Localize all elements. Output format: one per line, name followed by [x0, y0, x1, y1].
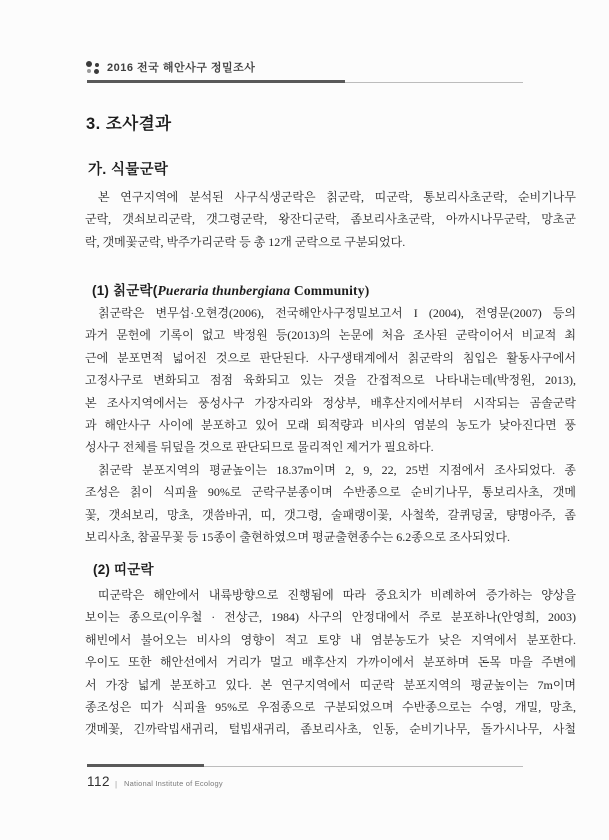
body-line: 성사구 전체를 뒤덮을 것으로 판단되므로 물리적인 제거가 필요하다.	[85, 440, 434, 455]
body-line: 조성은 칡이 식피율 90%로 군락구분종이며 수반종으로 순비기나무, 통보리사초, 갯메	[85, 485, 576, 500]
body-line: 우이도 또한 해안선에서 거리가 멀고 배후산지 가까이에서 분포하며 돈목 마을 주변에	[85, 655, 576, 670]
paragraph-kudzu-composition	[85, 459, 576, 549]
body-line: 꽃, 갯쇠보리, 망초, 갯씀바귀, 띠, 갯그령, 술패랭이꽃, 사철쑥, 갈퀴덩굴, 턍명아주, 좀	[85, 507, 576, 522]
paragraph-cogongrass-description	[85, 584, 576, 741]
body-line: 근에 분포면적 넓어진 것으로 판단된다. 사구생태계에서 칡군락의 침입은 활동사구에서	[85, 350, 576, 365]
body-line: 서 가장 넓게 분포하고 있다. 본 연구지역에서 띠군락 분포지역의 평균높이는 7m이며	[85, 677, 576, 692]
footer-rule-dark	[87, 764, 204, 767]
body-line: 칡군락은 변무섭·오현경(2006), 전국해안사구정밀보고서 I (2004), 전영문(2007) 등의	[98, 306, 576, 320]
scientific-name: Pueraria thunbergiana	[157, 283, 291, 298]
header-rule-dark	[87, 80, 345, 83]
body-line: 해빈에서 불어오는 비사의 영향이 적고 토양 내 염분농도가 낮은 지역에서 분포한다.	[85, 632, 576, 647]
paragraph-kudzu-description	[85, 302, 576, 459]
body-line: 본 연구지역에 분석된 사구식생군락은 칡군락, 띠군락, 통보리사초군락, 순비기나무	[98, 190, 576, 204]
paragraph-overview	[85, 186, 576, 253]
body-line: 갯메꽃, 긴까락빕새귀리, 털빕새귀리, 좀보리사초, 인동, 순비기나무, 돌가시나무, 사철	[85, 722, 576, 737]
body-line: 종조성은 띠가 식피율 95%로 우점종으로 구분되었으며 수반종으로는 수영, 개밀, 망초,	[85, 699, 576, 714]
subsection-heading-prefix: (1) 칡군락(	[92, 283, 158, 298]
body-line: 락, 갯메꽃군락, 박주가리군락 등 총 12개 군락으로 구분되었다.	[85, 234, 406, 249]
body-line: 과 해안사구 사이에 분포하고 있어 모래 퇴적량과 비사의 염분의 농도가 낮아진다면 풍	[85, 417, 576, 432]
footer-separator: |	[115, 780, 118, 789]
subsection-heading-suffix: Community)	[290, 283, 370, 298]
subsection-heading-kudzu	[92, 279, 369, 299]
footer-organization: National Institute of Ecology	[124, 779, 223, 788]
header-rule-light	[345, 82, 523, 83]
page-title: 3. 조사결과	[86, 115, 172, 133]
body-line: 고정사구로 변화되고 점점 육화되고 있는 것을 간접적으로 나타내는데(박정원, 2013),	[85, 373, 576, 388]
body-line: 본 조사지역에서는 풍성사구 가장자리와 정상부, 배후산지에서부터 시작되는 곰솔군락	[85, 395, 576, 410]
body-line: 군락, 갯쇠보리군락, 갯그령군락, 왕잔디군락, 좀보리사초군락, 아까시나무군락, 망초군	[85, 212, 576, 227]
dot-grid-bullet-icon	[86, 61, 100, 74]
body-line: 보이는 종으로(이우철 · 전상근, 1984) 사구의 안정대에서 주로 분포하나(안영희, 2003)	[85, 610, 576, 625]
page-header	[86, 59, 255, 75]
header-title: 2016 전국 해안사구 정밀조사	[107, 62, 256, 74]
body-line: 과거 문헌에 기록이 없고 박정원 등(2013)의 논문에 처음 조사된 군락이어서 비교적 최	[85, 328, 576, 343]
section-heading-plant-communities: 가. 식물군락	[88, 162, 169, 178]
body-line: 띠군락은 해안에서 내륙방향으로 진행됨에 따라 중요치가 비례하여 증가하는 양상을	[98, 588, 576, 602]
body-line: 칡군락 분포지역의 평균높이는 18.37m이며 2, 9, 22, 25번 지점에서 조사되었다. 종	[98, 463, 576, 477]
subsection-heading-cogongrass: (2) 띠군락	[93, 562, 154, 577]
footer-rule-light	[204, 766, 523, 767]
page-number: 112	[87, 774, 111, 789]
body-line: 보리사초, 참골무꽃 등 15종이 출현하였으며 평균출현종수는 6.2종으로 조사되었다.	[85, 530, 510, 545]
